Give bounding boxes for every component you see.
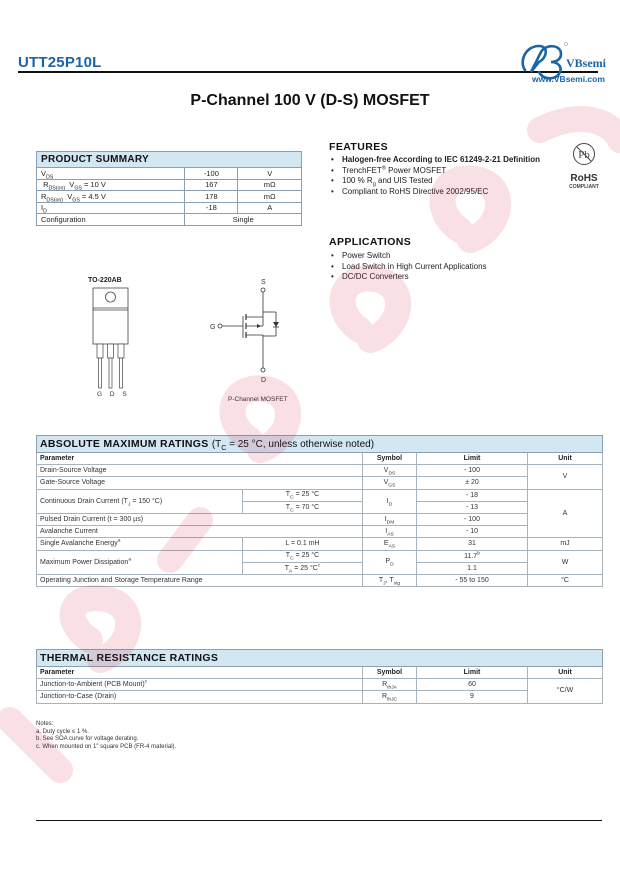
param-cell: $I_D$ bbox=[37, 202, 185, 214]
limit-cell: - 100 bbox=[417, 513, 528, 525]
symbol-cell: $R_{thJC}$ bbox=[363, 691, 417, 703]
symbol-cell: $I_D$ bbox=[363, 489, 417, 513]
note-item: c. When mounted on 1" square PCB (FR-4 material). bbox=[36, 743, 177, 750]
table-row bbox=[37, 191, 302, 203]
features-title: FEATURES bbox=[329, 141, 389, 153]
unit-cell: mJ bbox=[528, 538, 603, 550]
limit-cell: - 18 bbox=[417, 489, 528, 501]
gate-label: G bbox=[210, 324, 216, 331]
applications-list bbox=[330, 251, 560, 283]
value-cell: 178 bbox=[185, 191, 238, 203]
limit-cell: 1.1 bbox=[417, 562, 528, 574]
limit-cell: 9 bbox=[417, 691, 528, 703]
param-cell: Configuration bbox=[37, 214, 185, 226]
cond-cell: $T_A = 25$ $^\circ C^c$ bbox=[243, 562, 363, 574]
list-item: • 100 % $R_g$ and UIS Tested bbox=[330, 176, 558, 187]
footer-rule bbox=[36, 820, 602, 821]
note-item: a. Duty cycle ≤ 1 %. bbox=[36, 728, 89, 735]
cond-cell: $T_C = 70$ °C bbox=[243, 501, 363, 513]
table-row bbox=[37, 513, 603, 525]
param-cell: Gate-Source Voltage bbox=[37, 477, 363, 489]
header-rule bbox=[18, 71, 598, 73]
unit-cell: W bbox=[528, 550, 603, 574]
limit-cell: ± 20 bbox=[417, 477, 528, 489]
col-header-parameter: Parameter bbox=[37, 453, 363, 465]
limit-cell: - 100 bbox=[417, 465, 528, 477]
features-list bbox=[330, 155, 558, 197]
col-header-parameter: Parameter bbox=[37, 667, 363, 679]
cond-cell: $T_C = 25$ °C bbox=[243, 550, 363, 562]
package-name: TO-220AB bbox=[88, 277, 122, 284]
unit-cell: mΩ bbox=[238, 179, 302, 191]
list-item: • DC/DC Converters bbox=[330, 272, 560, 283]
thermal-title: THERMAL RESISTANCE RATINGS bbox=[37, 650, 603, 667]
list-item: • Compliant to RoHS Directive 2002/95/EC bbox=[330, 187, 558, 198]
list-item: • TrenchFET® Power MOSFET bbox=[330, 166, 558, 177]
table-row bbox=[37, 574, 603, 586]
schematic-caption: P-Channel MOSFET bbox=[228, 396, 288, 403]
unit-cell: V bbox=[238, 168, 302, 180]
brand-url[interactable]: www.VBsemi.com bbox=[532, 74, 605, 84]
table-row bbox=[37, 489, 603, 501]
list-item: • Halogen-free According to IEC 61249-2-21 Definition bbox=[330, 155, 558, 166]
limit-cell: 31 bbox=[417, 538, 528, 550]
param-cell: Continuous Drain Current ($T_J = 150$ °C) bbox=[37, 489, 243, 513]
thermal-resistance-table bbox=[36, 649, 603, 704]
unit-cell: A bbox=[238, 202, 302, 214]
table-row bbox=[37, 679, 603, 691]
symbol-cell: $E_{AS}$ bbox=[363, 538, 417, 550]
value-cell: Single bbox=[185, 214, 302, 226]
unit-cell: °C/W bbox=[528, 679, 603, 703]
col-header-limit: Limit bbox=[417, 453, 528, 465]
col-header-symbol: Symbol bbox=[363, 667, 417, 679]
unit-cell: V bbox=[528, 465, 603, 489]
value-cell: -18 bbox=[185, 202, 238, 214]
abs-max-title: ABSOLUTE MAXIMUM RATINGS ($T_C = 25$ °C, unless otherwise noted) bbox=[37, 436, 603, 453]
value-cell: 167 bbox=[185, 179, 238, 191]
symbol-cell: $V_{DS}$ bbox=[363, 465, 417, 477]
drain-label: D bbox=[261, 377, 267, 384]
table-row bbox=[37, 538, 603, 550]
list-item: • Load Switch in High Current Applications bbox=[330, 262, 560, 273]
to220-package-icon bbox=[80, 284, 140, 392]
param-cell: Avalanche Current bbox=[37, 526, 363, 538]
cond-cell: L = 0.1 mH bbox=[243, 538, 363, 550]
param-cell: Junction-to-Case (Drain) bbox=[37, 691, 363, 703]
pb-free-icon bbox=[572, 142, 596, 166]
notes-title: Notes: bbox=[36, 721, 54, 727]
unit-cell: mΩ bbox=[238, 191, 302, 203]
symbol-cell: $P_D$ bbox=[363, 550, 417, 574]
list-item: • Power Switch bbox=[330, 251, 560, 262]
table-row bbox=[37, 465, 603, 477]
svg-text:Pb: Pb bbox=[578, 149, 590, 161]
table-row bbox=[37, 526, 603, 538]
symbol-cell: $I_{DM}$ bbox=[363, 513, 417, 525]
param-cell: Junction-to-Ambient (PCB Mount)$^c$ bbox=[37, 679, 363, 691]
cond-cell: $T_C = 25$ °C bbox=[243, 489, 363, 501]
part-number: UTT25P10L bbox=[18, 54, 102, 71]
brand-name: VBsemi bbox=[566, 56, 606, 70]
rohs-title: RoHS bbox=[570, 173, 598, 184]
param-cell: Operating Junction and Storage Temperature Range bbox=[37, 574, 363, 586]
col-header-unit: Unit bbox=[528, 453, 603, 465]
symbol-cell: $T_J$, $T_{stg}$ bbox=[363, 574, 417, 586]
table-row bbox=[37, 550, 603, 562]
table-row bbox=[37, 214, 302, 226]
param-cell: Pulsed Drain Current (t = 300 µs) bbox=[37, 513, 363, 525]
absolute-max-ratings-table bbox=[36, 435, 603, 587]
applications-title: APPLICATIONS bbox=[329, 236, 412, 248]
col-header-limit: Limit bbox=[417, 667, 528, 679]
symbol-cell: $I_{AS}$ bbox=[363, 526, 417, 538]
table-header-row bbox=[37, 667, 603, 679]
param-cell: Maximum Power Dissipation$^a$ bbox=[37, 550, 243, 574]
limit-cell: 60 bbox=[417, 679, 528, 691]
notes bbox=[36, 721, 176, 751]
symbol-cell: $V_{GS}$ bbox=[363, 477, 417, 489]
note-item: b. See SOA curve for voltage derating. bbox=[36, 736, 139, 743]
source-label: S bbox=[261, 279, 266, 286]
document-title: P-Channel 100 V (D-S) MOSFET bbox=[190, 92, 430, 109]
table-row bbox=[37, 168, 302, 180]
param-cell: $R_{DS(on)}$ $V_{GS} = 4.5$ V bbox=[37, 191, 185, 203]
rohs-badge bbox=[562, 142, 606, 190]
col-header-symbol: Symbol bbox=[363, 453, 417, 465]
param-cell: Drain-Source Voltage bbox=[37, 465, 363, 477]
table-row bbox=[37, 691, 603, 703]
table-header-row bbox=[37, 453, 603, 465]
table-row bbox=[37, 179, 302, 191]
product-summary-table bbox=[36, 151, 302, 226]
param-cell: Single Avalanche Energy$^a$ bbox=[37, 538, 243, 550]
limit-cell: - 55 to 150 bbox=[417, 574, 528, 586]
unit-cell: A bbox=[528, 489, 603, 538]
col-header-unit: Unit bbox=[528, 667, 603, 679]
rohs-subtitle: COMPLIANT bbox=[569, 184, 599, 190]
table-row bbox=[37, 202, 302, 214]
table-row bbox=[37, 477, 603, 489]
symbol-cell: $R_{thJA}$ bbox=[363, 679, 417, 691]
mosfet-schematic-icon bbox=[210, 276, 300, 396]
limit-cell: 11.7$^b$ bbox=[417, 550, 528, 562]
limit-cell: - 10 bbox=[417, 526, 528, 538]
unit-cell: °C bbox=[528, 574, 603, 586]
param-cell: $V_{DS}$ bbox=[37, 168, 185, 180]
value-cell: -100 bbox=[185, 168, 238, 180]
param-cell: $R_{DS(on)}$ $V_{GS} = 10$ V bbox=[37, 179, 185, 191]
pin-labels: G D S bbox=[97, 391, 130, 398]
limit-cell: - 13 bbox=[417, 501, 528, 513]
product-summary-title: PRODUCT SUMMARY bbox=[37, 152, 302, 168]
